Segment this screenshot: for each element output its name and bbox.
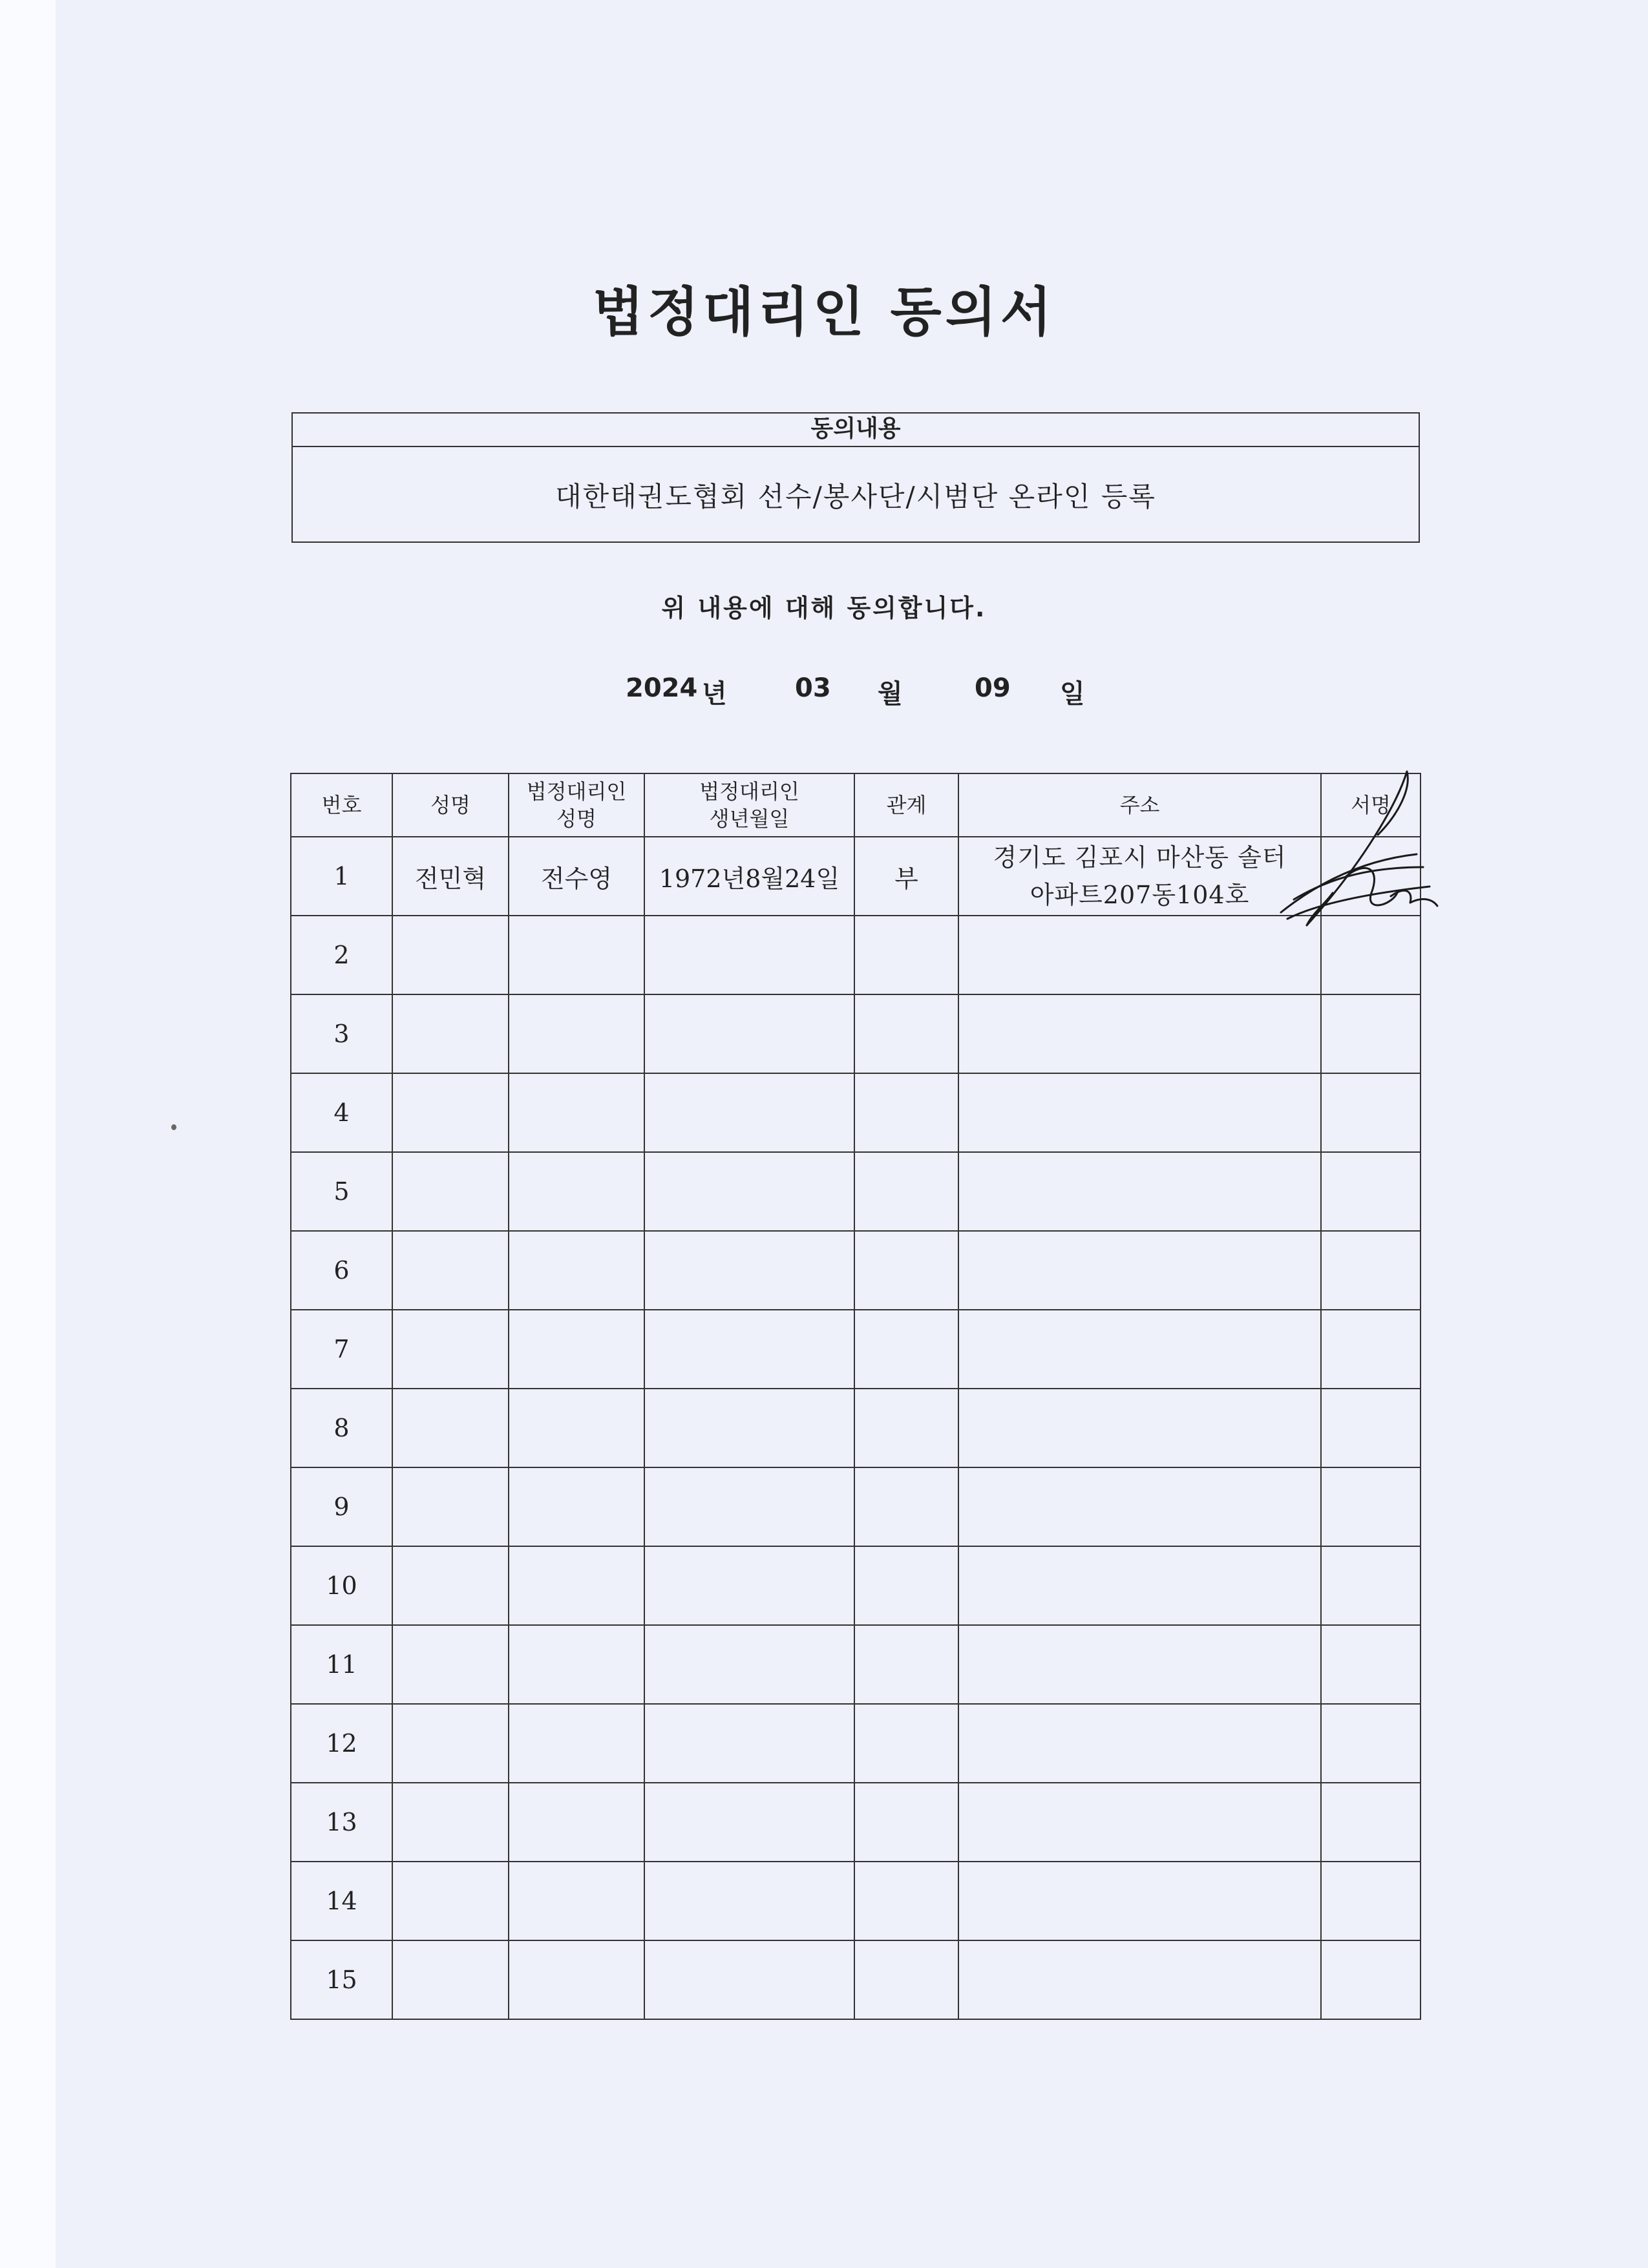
date-month-unit: 월 xyxy=(878,679,903,709)
header-guardian-name: 법정대리인 성명 xyxy=(509,773,644,837)
header-name: 성명 xyxy=(392,773,509,837)
table-row xyxy=(291,916,1421,994)
header-guardian-birth: 법정대리인 생년월일 xyxy=(644,773,854,837)
row-guardian-name: 전수영 xyxy=(509,837,644,916)
table-row xyxy=(291,1862,1421,1940)
scan-speck xyxy=(171,1124,176,1130)
table-row xyxy=(291,1546,1421,1625)
consent-content: 대한태권도협회 선수/봉사단/시범단 온라인 등록 xyxy=(555,481,1156,512)
row-number: 15 xyxy=(291,1940,392,2019)
header-relation: 관계 xyxy=(854,773,958,837)
row-number: 7 xyxy=(291,1310,392,1389)
row-address: 경기도 김포시 마산동 솔터 아파트207동104호 xyxy=(958,837,1321,916)
table-row xyxy=(291,1152,1421,1231)
table-row xyxy=(291,1704,1421,1783)
date-row xyxy=(0,673,1648,712)
consent-box xyxy=(291,412,1420,543)
row-number: 10 xyxy=(291,1546,392,1625)
row-relation: 부 xyxy=(854,837,958,916)
header-address: 주소 xyxy=(958,773,1321,837)
table-row xyxy=(291,1783,1421,1862)
row-number: 9 xyxy=(291,1467,392,1546)
row-number: 3 xyxy=(291,994,392,1073)
row-number: 2 xyxy=(291,916,392,994)
date-day-unit: 일 xyxy=(1060,679,1085,709)
registration-table xyxy=(290,773,1421,2020)
date-year: 2024 xyxy=(626,673,698,703)
table-row xyxy=(291,1467,1421,1546)
row-name: 전민혁 xyxy=(392,837,509,916)
table-row xyxy=(291,994,1421,1073)
handwritten-signature xyxy=(1268,764,1455,937)
table-row xyxy=(291,1389,1421,1467)
row-number: 4 xyxy=(291,1073,392,1152)
row-number: 11 xyxy=(291,1625,392,1704)
table-row xyxy=(291,837,1421,916)
table-row xyxy=(291,1231,1421,1310)
date-day: 09 xyxy=(975,673,1011,703)
row-guardian-birth: 1972년8월24일 xyxy=(644,837,854,916)
row-number: 5 xyxy=(291,1152,392,1231)
row-number: 8 xyxy=(291,1389,392,1467)
header-signature: 서명 xyxy=(1321,773,1421,837)
row-number: 14 xyxy=(291,1862,392,1940)
date-month: 03 xyxy=(795,673,831,703)
row-number: 12 xyxy=(291,1704,392,1783)
table-row xyxy=(291,1310,1421,1389)
document-title: 법정대리인 동의서 xyxy=(592,282,1056,343)
row-number: 13 xyxy=(291,1783,392,1862)
consent-header: 동의내용 xyxy=(293,414,1419,447)
row-number: 6 xyxy=(291,1231,392,1310)
table-row xyxy=(291,1940,1421,2019)
date-year-unit: 년 xyxy=(702,679,727,709)
row-number: 1 xyxy=(291,837,392,916)
agreement-statement: 위 내용에 대해 동의합니다. xyxy=(661,594,987,622)
table-header-row xyxy=(291,773,1421,837)
header-number: 번호 xyxy=(291,773,392,837)
table-row xyxy=(291,1625,1421,1704)
table-row xyxy=(291,1073,1421,1152)
